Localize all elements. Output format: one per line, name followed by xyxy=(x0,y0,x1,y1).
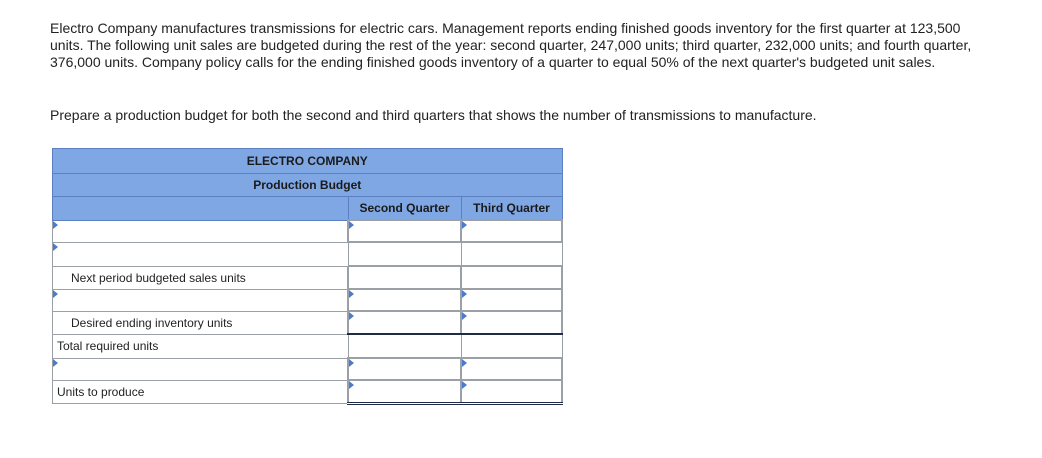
input-marker-icon xyxy=(462,312,467,320)
row-label-select[interactable] xyxy=(53,242,349,266)
third-quarter-input[interactable] xyxy=(461,358,562,380)
problem-statement: Electro Company manufactures transmissions for electric cars. Management reports ending finished goods inventory for the first quarter at 123,500 units. The following unit sales are budgeted during the rest of the year: second quarter, 247,000 units; third quarter, 232,000 units; and fourth quarter, 376,000 units. Company policy calls for the ending finished goods inventory of a quarter to equal 50% of the next quarter's budgeted unit sales. xyxy=(50,20,972,70)
second-quarter-value xyxy=(348,334,461,358)
table-header-company xyxy=(53,149,563,174)
table-row xyxy=(53,289,563,311)
third-quarter-input[interactable] xyxy=(461,311,562,334)
input-marker-icon xyxy=(349,359,354,367)
column-header-row xyxy=(53,197,563,221)
third-quarter-input[interactable] xyxy=(461,220,562,242)
table-row xyxy=(53,311,563,334)
third-quarter-value xyxy=(461,242,562,266)
input-marker-icon xyxy=(349,221,354,229)
input-marker-icon xyxy=(462,290,467,298)
production-budget-table xyxy=(52,148,563,405)
input-marker-icon xyxy=(349,312,354,320)
third-quarter-input[interactable] xyxy=(461,289,562,311)
table-row xyxy=(53,380,563,403)
dropdown-marker-icon xyxy=(53,243,58,251)
input-marker-icon xyxy=(462,359,467,367)
third-quarter-value xyxy=(461,334,562,358)
third-quarter-input[interactable] xyxy=(461,380,562,403)
column-header-second-quarter: Second Quarter xyxy=(348,197,461,221)
table-row xyxy=(53,220,563,242)
row-label: Total required units xyxy=(53,334,349,358)
row-label: Desired ending inventory units xyxy=(53,311,349,334)
input-marker-icon xyxy=(462,221,467,229)
table-row xyxy=(53,266,563,289)
third-quarter-input[interactable] xyxy=(461,266,562,289)
row-label-select[interactable] xyxy=(53,289,349,311)
input-marker-icon xyxy=(349,290,354,298)
dropdown-marker-icon xyxy=(53,221,58,229)
column-header-blank xyxy=(53,197,349,221)
second-quarter-input[interactable] xyxy=(348,311,461,334)
input-marker-icon xyxy=(349,381,354,389)
budget-title: Production Budget xyxy=(53,174,563,197)
row-label-select[interactable] xyxy=(53,220,349,242)
dropdown-marker-icon xyxy=(53,359,58,367)
dropdown-marker-icon xyxy=(53,290,58,298)
second-quarter-value xyxy=(348,242,461,266)
table-row xyxy=(53,242,563,266)
second-quarter-input[interactable] xyxy=(348,220,461,242)
table-row xyxy=(53,358,563,380)
table-header-title xyxy=(53,174,563,197)
row-label-select[interactable] xyxy=(53,358,349,380)
problem-instruction: Prepare a production budget for both the second and third quarters that shows the number of transmissions to manufacture. xyxy=(50,107,817,123)
column-header-third-quarter: Third Quarter xyxy=(461,197,562,221)
second-quarter-input[interactable] xyxy=(348,289,461,311)
second-quarter-input[interactable] xyxy=(348,380,461,403)
table-row xyxy=(53,334,563,358)
row-label: Units to produce xyxy=(53,380,349,403)
input-marker-icon xyxy=(462,381,467,389)
row-label: Next period budgeted sales units xyxy=(53,266,349,289)
company-name: ELECTRO COMPANY xyxy=(53,149,563,174)
second-quarter-input[interactable] xyxy=(348,266,461,289)
second-quarter-input[interactable] xyxy=(348,358,461,380)
